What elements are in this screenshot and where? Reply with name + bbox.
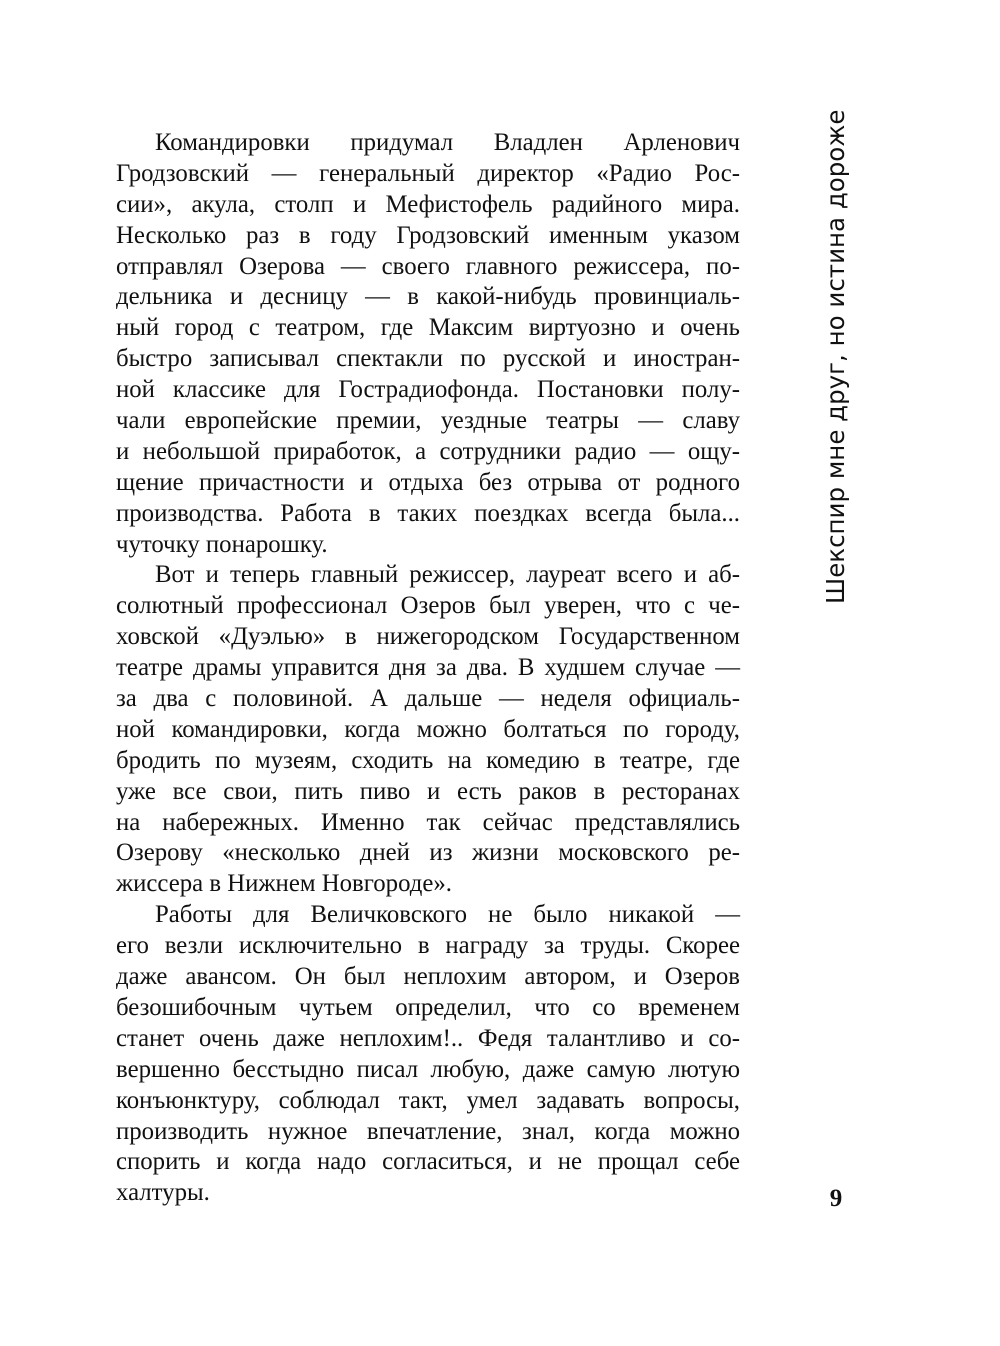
text-line: и небольшой приработок, а сотрудники радио — ощу- — [116, 437, 740, 465]
text-line: чуточку понарошку. — [116, 530, 328, 558]
page-number: 9 — [829, 1185, 843, 1212]
body-text — [116, 128, 740, 1209]
text-line: Гродзовский — генеральный директор «Радио Рос- — [116, 159, 740, 187]
text-line: Несколько раз в году Гродзовский именным указом — [116, 221, 740, 249]
text-line: жиссера в Нижнем Новгороде». — [116, 870, 452, 898]
text-line: уже все свои, пить пиво и есть раков в ресторанах — [116, 777, 740, 805]
text-line: быстро записывал спектакли по русской и иностран- — [116, 345, 740, 373]
text-line: вершенно бесстыдно писал любую, даже самую лютую — [116, 1055, 740, 1083]
text-line: щение причастности и отдыха без отрыва от родного — [116, 468, 740, 496]
text-line: его везли исключительно в награду за труды. Скорее — [116, 932, 740, 960]
paragraph-2 — [116, 560, 740, 900]
text-line: халтуры. — [116, 1179, 210, 1207]
text-line: Работы для Величковского не было никакой — — [155, 901, 740, 929]
text-line: Командировки придумал Владлен Арленович — [155, 129, 740, 156]
paragraph-3 — [116, 900, 740, 1209]
paragraph-1 — [116, 128, 740, 560]
text-line: конъюнктуру, соблюдал такт, умел задавать вопросы, — [116, 1086, 740, 1114]
text-line: отправлял Озерова — своего главного режиссера, по- — [116, 252, 740, 280]
text-line: станет очень даже неплохим!.. Федя талантливо и со- — [116, 1024, 740, 1052]
text-line: производства. Работа в таких поездках всегда была... — [116, 499, 740, 527]
text-line: сии», акула, столп и Мефистофель радийного мира. — [116, 190, 740, 218]
text-line: дельника и десницу — в какой-нибудь провинциаль- — [116, 283, 740, 311]
text-line: ный город с театром, где Максим виртуозно и очень — [116, 314, 740, 342]
text-line: бродить по музеям, сходить на комедию в театре, где — [116, 746, 740, 774]
text-line: за два с половиной. А дальше — неделя официаль- — [116, 685, 740, 713]
text-line: ной командировки, когда можно болтаться по городу, — [116, 715, 740, 743]
text-line: спорить и когда надо согласиться, и не прощал себе — [116, 1148, 740, 1176]
text-line: безошибочным чутьем определил, что со временем — [116, 993, 740, 1021]
text-line: даже авансом. Он был неплохим автором, и Озеров — [116, 963, 740, 991]
running-title: Шекспир мне друг, но истина дороже — [821, 109, 850, 604]
text-line: производить нужное впечатление, знал, когда можно — [116, 1117, 740, 1145]
text-line: Озерову «несколько дней из жизни московского ре- — [116, 839, 740, 867]
text-line: чали европейские премии, уездные театры — славу — [116, 407, 740, 435]
text-line: театре драмы управится дня за два. В худшем случае — — [116, 654, 740, 682]
text-line: ховской «Дуэлью» в нижегородском Государственном — [116, 623, 740, 651]
text-line: Вот и теперь главный режиссер, лауреат всего и аб- — [155, 561, 740, 589]
text-line: ной классике для Гострадиофонда. Постановки полу- — [116, 376, 740, 404]
text-line: на набережных. Именно так сейчас представлялись — [116, 808, 740, 836]
text-line: солютный профессионал Озеров был уверен, что с че- — [116, 592, 740, 620]
